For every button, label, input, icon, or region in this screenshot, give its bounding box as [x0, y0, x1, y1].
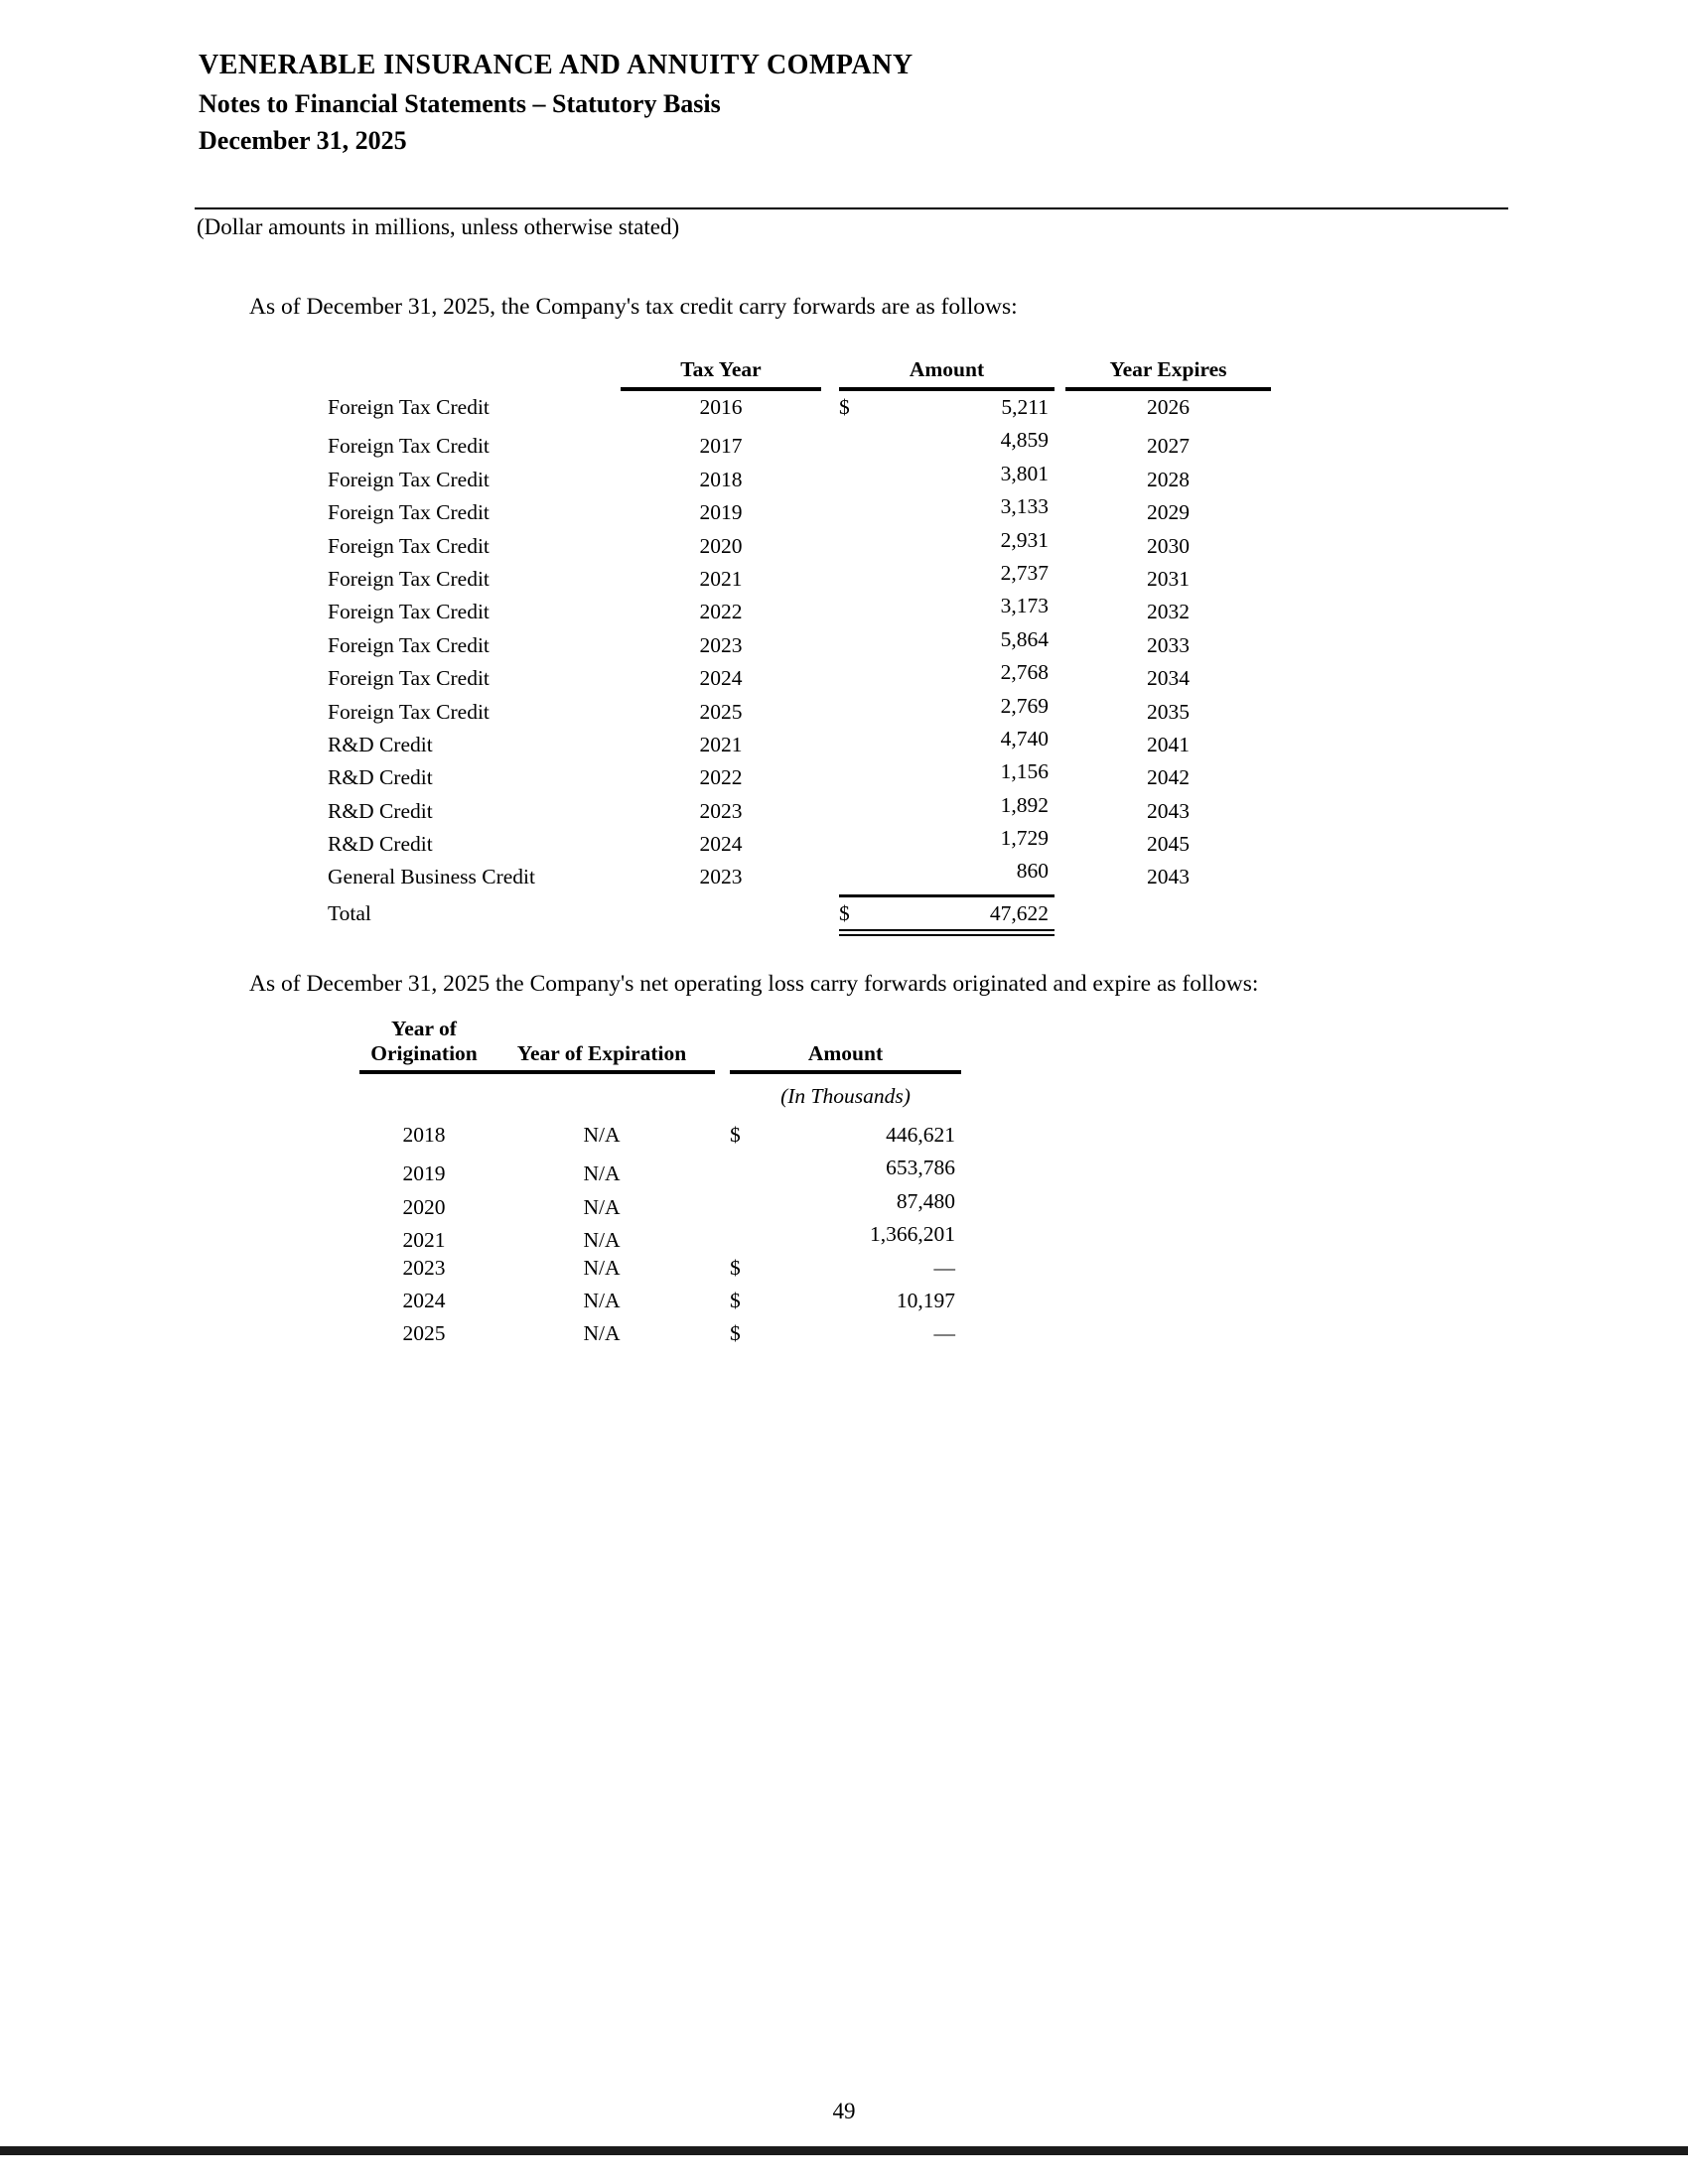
origination-year-cell: 2024	[402, 1288, 446, 1312]
nol-amount-value: 653,786	[886, 1156, 955, 1180]
nol-amount-cell	[730, 1289, 961, 1313]
total-amount-value: 47,622	[989, 900, 1049, 925]
expiration-cell: N/A	[583, 1321, 621, 1346]
year-expires-cell: 2029	[1147, 500, 1190, 525]
amount-cell	[839, 759, 1055, 784]
tax-year-cell: 2024	[699, 832, 743, 857]
table-row	[328, 793, 1271, 826]
credit-type-cell: Foreign Tax Credit	[328, 434, 490, 459]
header-divider	[195, 207, 1508, 209]
nol-amount-value: 10,197	[896, 1288, 955, 1312]
year-of-origination-header-line2: Origination	[370, 1041, 478, 1065]
origination-year-cell: 2025	[402, 1321, 446, 1346]
amount-cell	[839, 694, 1055, 719]
amount-cell	[839, 428, 1055, 453]
table-row	[328, 759, 1271, 792]
credit-type-cell: Foreign Tax Credit	[328, 533, 490, 558]
column-gap	[715, 1084, 730, 1109]
year-expires-cell: 2026	[1147, 395, 1190, 419]
tax-year-cell: 2016	[699, 395, 743, 419]
year-of-expiration-header: Year of Expiration	[516, 1041, 687, 1065]
document-subtitle: Notes to Financial Statements – Statutory Basis	[199, 89, 721, 118]
amount-value: 860	[1016, 859, 1049, 884]
document-date: December 31, 2025	[199, 126, 407, 155]
tax-year-cell: 2021	[699, 732, 743, 756]
tax-credit-table	[328, 357, 1271, 936]
amount-value: 1,892	[1000, 792, 1049, 817]
year-expires-cell: 2031	[1147, 566, 1190, 591]
spacer	[489, 1084, 715, 1109]
nol-amount-cell	[730, 1222, 961, 1247]
dollar-sign: $	[839, 395, 850, 419]
amount-value: 2,768	[1000, 660, 1049, 685]
origination-year-cell: 2019	[402, 1161, 446, 1186]
table-row	[328, 594, 1271, 626]
amount-cell	[839, 727, 1055, 751]
amount-column-header: Amount	[839, 357, 1055, 391]
tax-year-cell: 2023	[699, 632, 743, 657]
tax-year-cell: 2019	[699, 500, 743, 525]
total-amount-cell	[839, 894, 1055, 936]
tax-year-cell: 2024	[699, 666, 743, 691]
credit-type-cell: Foreign Tax Credit	[328, 666, 490, 691]
amount-value: 2,769	[1000, 693, 1049, 718]
nol-amount-cell	[730, 1256, 961, 1281]
table-row	[328, 561, 1271, 594]
credit-type-cell: Foreign Tax Credit	[328, 500, 490, 525]
dollar-amounts-note: (Dollar amounts in millions, unless otherwise stated)	[197, 214, 680, 239]
dollar-sign: $	[730, 1321, 741, 1346]
tax-credit-table-header	[328, 357, 1271, 391]
credit-type-cell: General Business Credit	[328, 865, 535, 889]
total-label: Total	[328, 900, 371, 925]
table-row	[328, 660, 1271, 693]
table-row	[328, 727, 1271, 759]
table-row	[328, 428, 1271, 461]
expiration-cell: N/A	[583, 1288, 621, 1312]
tax-year-cell: 2025	[699, 699, 743, 724]
expiration-cell: N/A	[583, 1161, 621, 1186]
year-expires-cell: 2033	[1147, 632, 1190, 657]
amount-cell	[839, 660, 1055, 685]
year-expires-cell: 2043	[1147, 798, 1190, 823]
nol-table	[359, 1017, 961, 1355]
credit-type-cell: R&D Credit	[328, 832, 433, 857]
tax-credit-table-body	[328, 395, 1271, 892]
year-expires-cell: 2042	[1147, 765, 1190, 790]
nol-amount-cell	[730, 1123, 961, 1148]
amount-value: 3,133	[1000, 494, 1049, 519]
amount-value: 4,740	[1000, 726, 1049, 751]
credit-type-cell: Foreign Tax Credit	[328, 632, 490, 657]
amount-cell	[839, 826, 1055, 851]
tax-year-cell: 2023	[699, 865, 743, 889]
amount-cell	[839, 594, 1055, 618]
year-expires-cell: 2027	[1147, 434, 1190, 459]
credit-type-cell: Foreign Tax Credit	[328, 467, 490, 491]
amount-cell	[839, 494, 1055, 519]
nol-amount-value: —	[933, 1255, 955, 1280]
amount-value: 5,864	[1000, 626, 1049, 651]
tax-year-cell: 2022	[699, 765, 743, 790]
table-row	[328, 826, 1271, 859]
expiration-cell: N/A	[583, 1194, 621, 1219]
page-number: 49	[832, 2099, 856, 2123]
table-row	[359, 1222, 961, 1255]
tax-year-cell: 2022	[699, 600, 743, 624]
amount-value: 1,156	[1000, 759, 1049, 784]
table-row	[359, 1289, 961, 1321]
credit-type-cell: Foreign Tax Credit	[328, 600, 490, 624]
table-row	[328, 494, 1271, 527]
year-expires-cell: 2034	[1147, 666, 1190, 691]
amount-value: 4,859	[1000, 428, 1049, 453]
origination-year-cell: 2018	[402, 1123, 446, 1147]
tax-credit-intro: As of December 31, 2025, the Company's tax credit carry forwards are as follows:	[249, 294, 1018, 320]
nol-table-body	[359, 1123, 961, 1355]
tax-year-cell: 2023	[699, 798, 743, 823]
credit-type-cell: R&D Credit	[328, 765, 433, 790]
column-gap	[715, 1017, 730, 1074]
credit-type-cell: Foreign Tax Credit	[328, 566, 490, 591]
credit-type-cell: Foreign Tax Credit	[328, 699, 490, 724]
amount-value: 1,729	[1000, 826, 1049, 851]
dollar-sign: $	[730, 1123, 741, 1147]
nol-table-header	[359, 1017, 961, 1074]
nol-amount-cell	[730, 1321, 961, 1346]
table-row	[328, 462, 1271, 494]
document-header	[199, 50, 914, 156]
credit-type-cell: R&D Credit	[328, 798, 433, 823]
nol-amount-value: 1,366,201	[870, 1222, 955, 1247]
nol-amount-value: —	[933, 1321, 955, 1346]
year-expires-cell: 2045	[1147, 832, 1190, 857]
table-row	[359, 1321, 961, 1354]
amount-cell	[839, 462, 1055, 486]
origination-year-cell: 2023	[402, 1255, 446, 1280]
total-row	[328, 894, 1271, 936]
nol-amount-value: 446,621	[886, 1123, 955, 1147]
table-row	[328, 859, 1271, 891]
year-expires-cell: 2043	[1147, 865, 1190, 889]
origination-year-cell: 2021	[402, 1228, 446, 1253]
nol-amount-cell	[730, 1189, 961, 1214]
tax-year-cell: 2021	[699, 566, 743, 591]
year-expires-column-header: Year Expires	[1065, 357, 1271, 391]
in-thousands-note: (In Thousands)	[780, 1084, 911, 1108]
amount-value: 2,737	[1000, 560, 1049, 585]
nol-intro: As of December 31, 2025 the Company's net operating loss carry forwards originated and expire as follows:	[249, 971, 1259, 997]
table-row	[359, 1189, 961, 1222]
year-expires-cell: 2041	[1147, 732, 1190, 756]
company-title: VENERABLE INSURANCE AND ANNUITY COMPANY	[199, 50, 914, 80]
origination-expiration-header-group	[359, 1017, 715, 1074]
nol-amount-column-header: Amount	[730, 1017, 961, 1074]
tax-year-cell: 2020	[699, 533, 743, 558]
footer-bar	[0, 2146, 1688, 2155]
credit-type-cell: Foreign Tax Credit	[328, 395, 490, 419]
spacer	[359, 1084, 489, 1109]
tax-year-cell: 2018	[699, 467, 743, 491]
amount-cell	[839, 793, 1055, 818]
year-expires-cell: 2035	[1147, 699, 1190, 724]
dollar-sign: $	[730, 1255, 741, 1280]
expiration-cell: N/A	[583, 1228, 621, 1253]
amount-cell	[839, 395, 1055, 420]
header-spacer	[489, 1017, 715, 1041]
table-row	[328, 395, 1271, 428]
table-row	[359, 1156, 961, 1188]
nol-amount-value: 87,480	[896, 1188, 955, 1213]
amount-value: 3,801	[1000, 461, 1049, 485]
table-row	[328, 694, 1271, 727]
amount-cell	[839, 859, 1055, 884]
amount-value: 3,173	[1000, 594, 1049, 618]
dollar-sign: $	[839, 900, 850, 925]
expiration-cell: N/A	[583, 1255, 621, 1280]
table-row	[359, 1123, 961, 1156]
expiration-cell: N/A	[583, 1123, 621, 1147]
tax-year-cell: 2017	[699, 434, 743, 459]
year-expires-cell: 2028	[1147, 467, 1190, 491]
unit-note-row	[359, 1084, 961, 1109]
year-expires-cell: 2030	[1147, 533, 1190, 558]
table-row	[359, 1256, 961, 1289]
dollar-sign: $	[730, 1288, 741, 1312]
amount-cell	[839, 561, 1055, 586]
amount-value: 5,211	[1001, 395, 1049, 419]
nol-amount-cell	[730, 1156, 961, 1180]
table-row	[328, 528, 1271, 561]
amount-value: 2,931	[1000, 527, 1049, 552]
table-row	[328, 627, 1271, 660]
origination-year-cell: 2020	[402, 1194, 446, 1219]
tax-year-column-header: Tax Year	[621, 357, 821, 391]
amount-cell	[839, 627, 1055, 652]
amount-cell	[839, 528, 1055, 553]
credit-type-cell: R&D Credit	[328, 732, 433, 756]
year-of-origination-header-line1: Year of	[391, 1017, 457, 1040]
year-expires-cell: 2032	[1147, 600, 1190, 624]
